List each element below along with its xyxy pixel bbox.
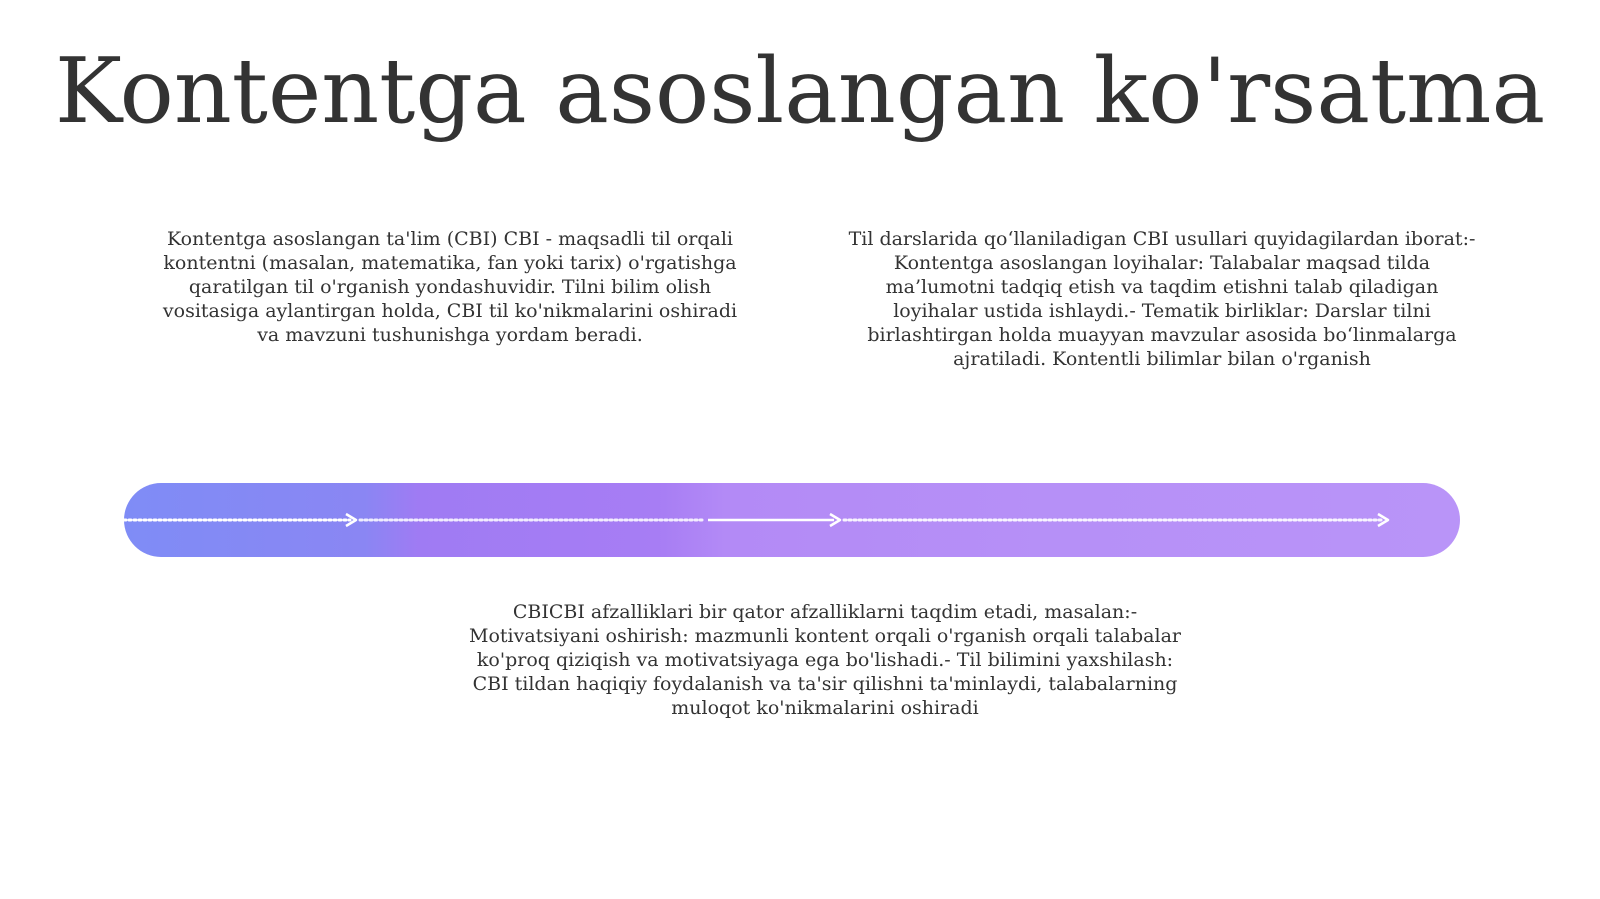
timeline-arrows [124,483,1460,557]
text-block-methods: Til darslarida qo‘llaniladigan CBI usullari quyidagilardan iborat:- Kontentga asoslangan loyihalar: Talabalar maqsad tilda ma’lumotni tadqiq etish va taqdim etishni talab qiladigan loyihalar ustida ishlaydi.- Tematik birliklar: Darslar tilni birlashtirgan holda muayyan mavzular asosida bo‘linmalarga ajratiladi. Kontentli bilimlar bilan o'rganish [848,228,1476,370]
text-block-definition: Kontentga asoslangan ta'lim (CBI) CBI - maqsadli til orqali kontentni (masalan, matematika, fan yoki tarix) o'rgatishga qaratilgan til o'rganish yondashuvidir. Tilni bilim olish vositasiga aylantirgan holda, CBI til ko'nikmalarini oshiradi va mavzuni tushunishga yordam beradi. [162,228,738,346]
timeline-bar [124,483,1460,557]
slide-title: Kontentga asoslangan ko'rsatma [54,39,1546,144]
text-block-benefits: CBICBI afzalliklari bir qator afzalliklarni taqdim etadi, masalan:- Motivatsiyani oshirish: mazmunli kontent orqali o'rganish orqali talabalar ko'proq qiziqish va motivatsiyaga ega bo'lishadi.- Til bilimini yaxshilash: CBI tildan haqiqiy foydalanish va ta'sir qilishni ta'minlaydi, talabalarning muloqot ko'nikmalarini oshiradi [469,601,1181,719]
